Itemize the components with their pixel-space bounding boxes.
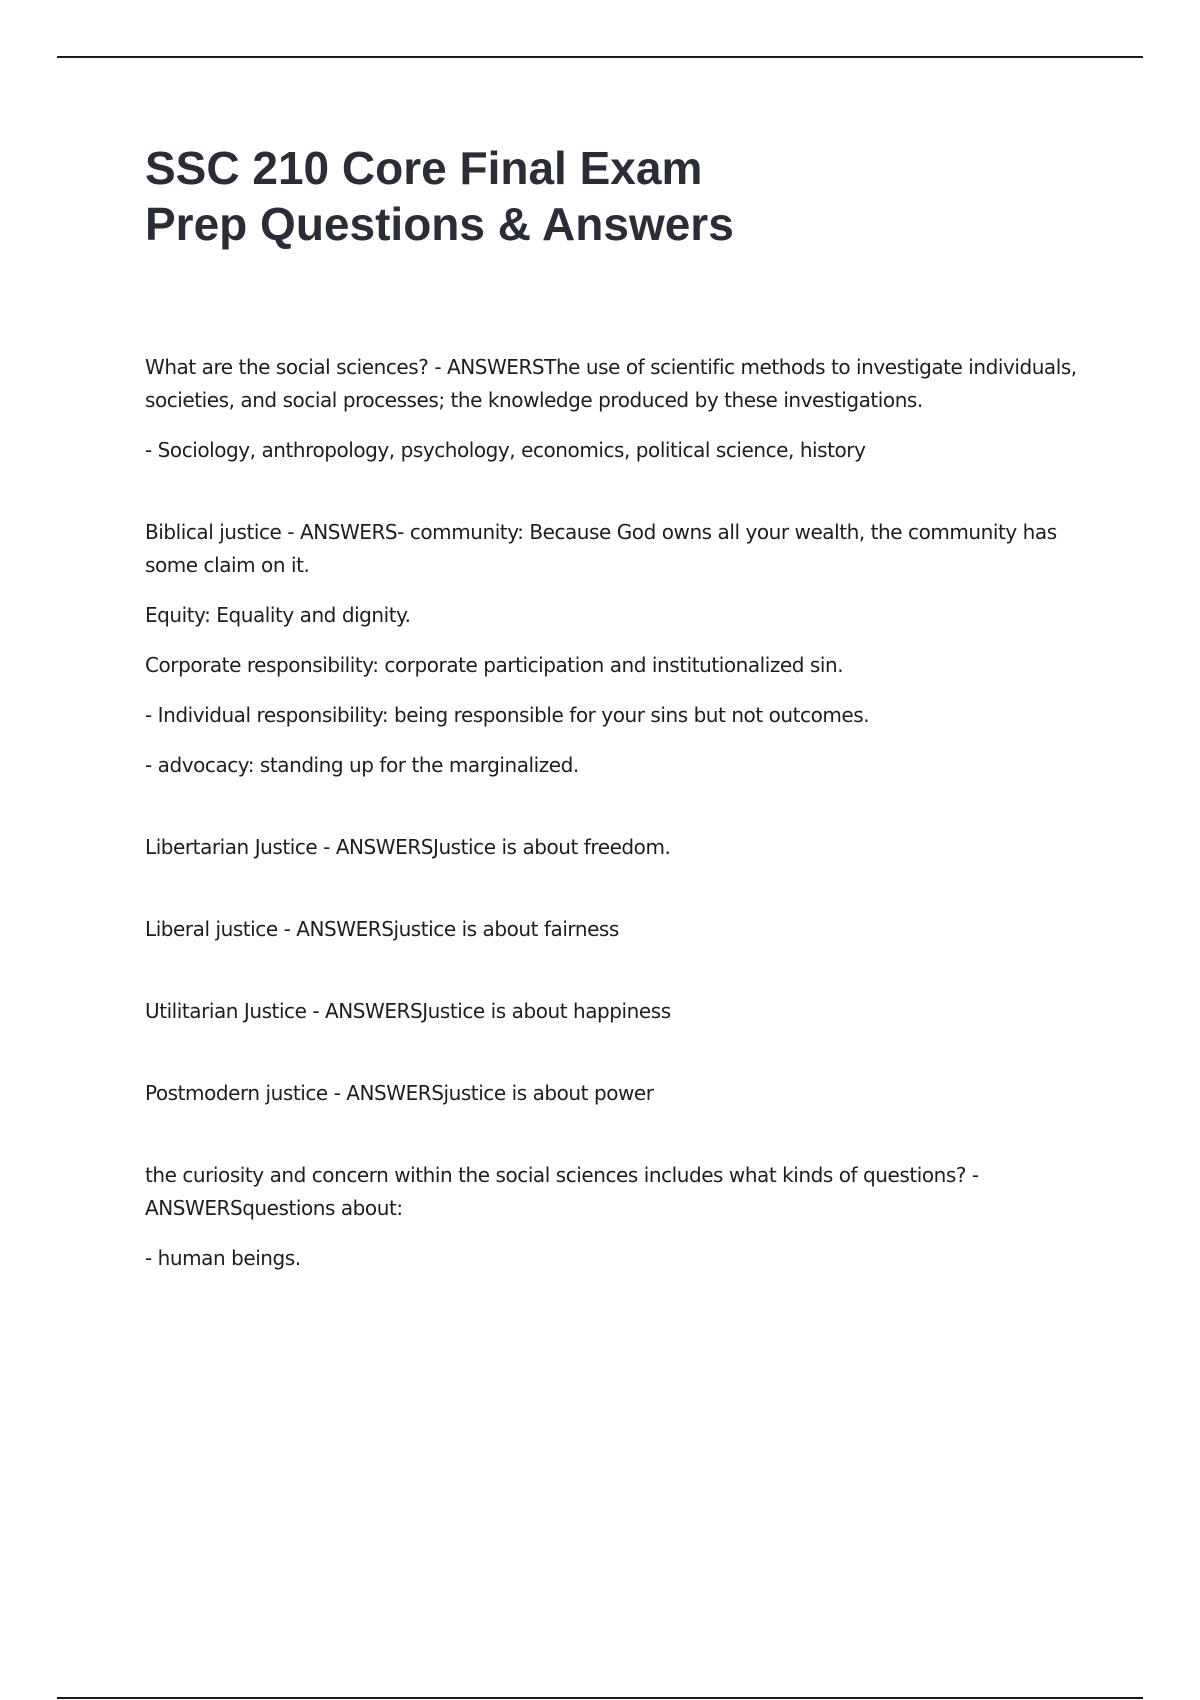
qa-paragraph: Equity: Equality and dignity. [145,603,411,627]
top-rule [57,56,1143,58]
qa-item-utilitarian-justice [145,995,1105,1028]
qa-paragraph: the curiosity and concern within the social sciences includes what kinds of questions? - ANSWERSquestions about: [145,1163,979,1220]
qa-paragraph: Corporate responsibility: corporate participation and institutionalized sin. [145,653,844,677]
qa-paragraph: - human beings. [145,1246,301,1270]
qa-item-postmodern-justice [145,1077,1105,1110]
qa-paragraph: - advocacy: standing up for the marginalized. [145,753,579,777]
qa-list [145,351,1105,1275]
document-body [145,140,1105,1324]
qa-paragraph: Utilitarian Justice - ANSWERSJustice is about happiness [145,999,671,1023]
qa-item-social-sciences [145,351,1105,467]
qa-paragraph: - Individual responsibility: being responsible for your sins but not outcomes. [145,703,870,727]
bottom-rule [57,1697,1143,1699]
qa-paragraph: Libertarian Justice - ANSWERSJustice is about freedom. [145,835,671,859]
qa-paragraph: Biblical justice - ANSWERS- community: Because God owns all your wealth, the community has some claim on it. [145,520,1057,577]
qa-item-liberal-justice [145,913,1105,946]
document-title: SSC 210 Core Final Exam Prep Questions & Answers [145,142,734,250]
qa-item-libertarian-justice [145,831,1105,864]
qa-item-curiosity-questions [145,1159,1105,1275]
qa-paragraph: - Sociology, anthropology, psychology, economics, political science, history [145,438,866,462]
qa-paragraph: Liberal justice - ANSWERSjustice is about fairness [145,917,619,941]
qa-item-biblical-justice [145,516,1105,782]
qa-paragraph: What are the social sciences? - ANSWERSThe use of scientific methods to investigate individuals, societies, and social processes; the knowledge produced by these investigations. [145,355,1077,412]
qa-paragraph: Postmodern justice - ANSWERSjustice is about power [145,1081,654,1105]
